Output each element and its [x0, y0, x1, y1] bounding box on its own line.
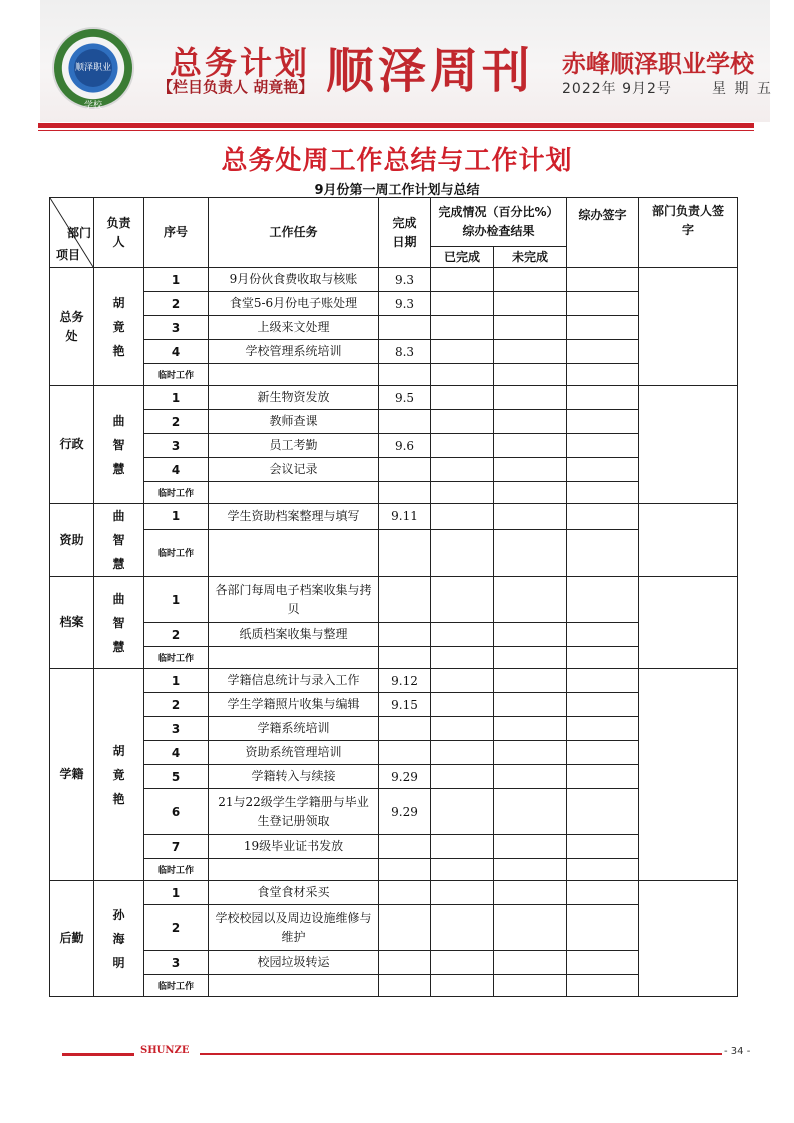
head-sign-cell — [639, 577, 738, 669]
column-editor: 【栏目负责人 胡竟艳】 — [158, 78, 314, 96]
task-cell: 资助系统管理培训 — [209, 741, 379, 765]
temp-date-cell — [379, 482, 431, 504]
table-row — [50, 881, 738, 905]
undone-cell — [494, 529, 567, 576]
task-cell: 校园垃圾转运 — [209, 951, 379, 975]
temp-date-cell — [379, 529, 431, 576]
seq-cell: 3 — [144, 316, 209, 340]
table-row — [50, 340, 738, 364]
table-row — [50, 951, 738, 975]
done-cell — [431, 316, 494, 340]
undone-cell — [494, 434, 567, 458]
office-sign-cell — [567, 316, 639, 340]
office-sign-cell — [567, 859, 639, 881]
done-cell — [431, 577, 494, 623]
temp-work-label: 临时工作 — [144, 647, 209, 669]
office-sign-cell — [567, 458, 639, 482]
task-cell: 食堂5-6月份电子账处理 — [209, 292, 379, 316]
seq-cell: 3 — [144, 951, 209, 975]
seq-cell: 1 — [144, 881, 209, 905]
person-name: 孙海明 — [112, 907, 125, 970]
dept-cell — [50, 881, 94, 997]
done-cell — [431, 458, 494, 482]
date-cell — [379, 577, 431, 623]
task-cell: 学籍信息统计与录入工作 — [209, 669, 379, 693]
temp-task-cell — [209, 529, 379, 576]
done-cell — [431, 434, 494, 458]
temp-task-cell — [209, 859, 379, 881]
school-logo-icon — [52, 27, 134, 109]
temp-work-label: 临时工作 — [144, 364, 209, 386]
temp-date-cell — [379, 975, 431, 997]
dept-label: 学籍 — [59, 767, 84, 781]
document-subtitle: 9月份第一周工作计划与总结 — [314, 183, 480, 198]
seq-cell: 4 — [144, 340, 209, 364]
seq-cell: 6 — [144, 789, 209, 835]
date-cell — [379, 951, 431, 975]
dept-cell — [50, 504, 94, 577]
done-cell — [431, 975, 494, 997]
seq-cell: 3 — [144, 434, 209, 458]
done-cell — [431, 765, 494, 789]
undone-cell — [494, 975, 567, 997]
undone-cell — [494, 669, 567, 693]
task-cell: 21与22级学生学籍册与毕业生登记册领取 — [209, 789, 379, 835]
done-cell — [431, 529, 494, 576]
undone-cell — [494, 482, 567, 504]
date-cell — [379, 741, 431, 765]
done-cell — [431, 669, 494, 693]
table-row — [50, 835, 738, 859]
person-header: 负责人 — [94, 198, 144, 268]
undone-cell — [494, 717, 567, 741]
seq-cell: 2 — [144, 292, 209, 316]
table-row — [50, 316, 738, 340]
table-row — [50, 292, 738, 316]
done-cell — [431, 386, 494, 410]
task-cell: 学籍转入与续接 — [209, 765, 379, 789]
temp-task-cell — [209, 364, 379, 386]
undone-cell — [494, 905, 567, 951]
task-cell: 纸质档案收集与整理 — [209, 623, 379, 647]
header-rule — [38, 123, 754, 128]
head-sign-cell — [639, 504, 738, 577]
undone-cell — [494, 458, 567, 482]
head-sign-cell — [639, 386, 738, 504]
undone-cell — [494, 835, 567, 859]
done-cell — [431, 268, 494, 292]
person-cell — [94, 577, 144, 669]
date-cell — [379, 316, 431, 340]
work-plan-table — [49, 197, 738, 997]
office-sign-cell — [567, 364, 639, 386]
office-sign-cell — [567, 951, 639, 975]
document-title: 总务处周工作总结与工作计划 — [221, 146, 573, 176]
office-sign-cell — [567, 577, 639, 623]
seq-header: 序号 — [144, 198, 209, 268]
seq-cell: 2 — [144, 410, 209, 434]
task-cell: 食堂食材采买 — [209, 881, 379, 905]
office-sign-header: 综办签字 — [567, 198, 639, 268]
person-name: 胡竟艳 — [112, 295, 125, 358]
office-sign-cell — [567, 482, 639, 504]
person-name: 曲智慧 — [112, 413, 125, 476]
temp-date-cell — [379, 364, 431, 386]
done-cell — [431, 859, 494, 881]
task-header: 工作任务 — [209, 198, 379, 268]
done-cell — [431, 410, 494, 434]
done-cell — [431, 693, 494, 717]
school-name: 赤峰顺泽职业学校 — [562, 50, 754, 78]
head-sign-cell — [639, 881, 738, 997]
undone-cell — [494, 789, 567, 835]
table-row — [50, 410, 738, 434]
done-cell — [431, 951, 494, 975]
dept-label: 总务处 — [59, 309, 84, 343]
header-rule-thin — [38, 130, 754, 131]
seq-cell: 1 — [144, 669, 209, 693]
footer-brand: SHUNZE — [140, 1045, 190, 1056]
dept-label: 资助 — [59, 532, 84, 547]
table-row — [50, 623, 738, 647]
temp-work-row — [50, 647, 738, 669]
undone-cell — [494, 268, 567, 292]
person-cell — [94, 386, 144, 504]
office-sign-cell — [567, 434, 639, 458]
undone-cell — [494, 316, 567, 340]
seq-cell: 5 — [144, 765, 209, 789]
table-row — [50, 458, 738, 482]
done-cell — [431, 504, 494, 530]
date-cell: 8.3 — [379, 340, 431, 364]
table-row — [50, 717, 738, 741]
head-sign-cell — [639, 268, 738, 386]
seq-cell: 2 — [144, 905, 209, 951]
dept-cell — [50, 386, 94, 504]
office-sign-cell — [567, 504, 639, 530]
task-cell: 学校校园以及周边设施维修与维护 — [209, 905, 379, 951]
person-name: 胡竟艳 — [112, 743, 125, 806]
undone-cell — [494, 386, 567, 410]
date-cell: 9.3 — [379, 292, 431, 316]
undone-header: 未完成 — [494, 247, 567, 268]
done-cell — [431, 623, 494, 647]
temp-work-row — [50, 364, 738, 386]
date-cell — [379, 881, 431, 905]
office-sign-cell — [567, 881, 639, 905]
temp-task-cell — [209, 482, 379, 504]
done-cell — [431, 647, 494, 669]
office-sign-cell — [567, 741, 639, 765]
office-sign-cell — [567, 647, 639, 669]
task-cell: 19级毕业证书发放 — [209, 835, 379, 859]
table-row — [50, 789, 738, 835]
dept-cell — [50, 577, 94, 669]
undone-cell — [494, 364, 567, 386]
done-cell — [431, 717, 494, 741]
date-cell: 9.29 — [379, 765, 431, 789]
temp-work-label: 临时工作 — [144, 859, 209, 881]
office-sign-cell — [567, 268, 639, 292]
dept-label: 行政 — [59, 437, 84, 451]
seq-cell: 2 — [144, 693, 209, 717]
office-sign-cell — [567, 789, 639, 835]
seq-cell: 3 — [144, 717, 209, 741]
undone-cell — [494, 623, 567, 647]
seq-cell: 2 — [144, 623, 209, 647]
undone-cell — [494, 410, 567, 434]
person-cell — [94, 504, 144, 577]
magazine-name: 顺泽周刊 — [326, 43, 535, 99]
seq-cell: 4 — [144, 458, 209, 482]
date-cell: 9.12 — [379, 669, 431, 693]
done-cell — [431, 789, 494, 835]
table-row — [50, 434, 738, 458]
done-cell — [431, 340, 494, 364]
temp-work-label: 临时工作 — [144, 975, 209, 997]
done-cell — [431, 881, 494, 905]
date-cell — [379, 905, 431, 951]
office-sign-cell — [567, 765, 639, 789]
office-sign-cell — [567, 623, 639, 647]
office-sign-cell — [567, 410, 639, 434]
dept-cell — [50, 268, 94, 386]
date-cell — [379, 410, 431, 434]
logo-text: 顺泽职业学校 — [74, 49, 112, 87]
done-cell — [431, 482, 494, 504]
temp-date-cell — [379, 859, 431, 881]
office-sign-cell — [567, 693, 639, 717]
date-cell — [379, 458, 431, 482]
status-header: 完成情况（百分比%）综办检查结果 — [431, 198, 567, 247]
office-sign-cell — [567, 529, 639, 576]
done-cell — [431, 364, 494, 386]
temp-work-row — [50, 859, 738, 881]
person-name: 曲智慧 — [112, 509, 125, 571]
office-sign-cell — [567, 905, 639, 951]
task-cell: 9月份伙食费收取与核账 — [209, 268, 379, 292]
task-cell: 学校管理系统培训 — [209, 340, 379, 364]
office-sign-cell — [567, 669, 639, 693]
issue-date: 2022年 9月2号 — [562, 81, 672, 97]
undone-cell — [494, 881, 567, 905]
person-cell — [94, 268, 144, 386]
done-cell — [431, 741, 494, 765]
date-cell — [379, 717, 431, 741]
table-row — [50, 741, 738, 765]
head-sign-cell — [639, 669, 738, 881]
undone-cell — [494, 693, 567, 717]
table-row — [50, 577, 738, 623]
seq-cell: 1 — [144, 577, 209, 623]
head-sign-header: 部门负责人签字 — [639, 198, 738, 268]
person-cell — [94, 881, 144, 997]
undone-cell — [494, 765, 567, 789]
temp-work-label: 临时工作 — [144, 529, 209, 576]
undone-cell — [494, 859, 567, 881]
footer-rule-left — [62, 1053, 134, 1056]
temp-date-cell — [379, 647, 431, 669]
seq-cell: 7 — [144, 835, 209, 859]
task-cell: 教师查课 — [209, 410, 379, 434]
temp-task-cell — [209, 647, 379, 669]
temp-work-row — [50, 529, 738, 576]
page-number: - 34 - — [724, 1046, 751, 1057]
corner-header-cell — [50, 198, 94, 268]
corner-dept-label: 部门 — [66, 226, 91, 240]
table-row — [50, 905, 738, 951]
date-cell: 9.3 — [379, 268, 431, 292]
task-cell: 学生资助档案整理与填写 — [209, 504, 379, 530]
office-sign-cell — [567, 835, 639, 859]
office-sign-cell — [567, 386, 639, 410]
task-cell: 各部门每周电子档案收集与拷贝 — [209, 577, 379, 623]
table-row — [50, 504, 738, 530]
temp-work-row — [50, 975, 738, 997]
date-header: 完成日期 — [379, 198, 431, 268]
column-title: 总务计划 — [170, 44, 311, 82]
undone-cell — [494, 504, 567, 530]
date-cell: 9.5 — [379, 386, 431, 410]
done-cell — [431, 292, 494, 316]
table-row — [50, 693, 738, 717]
table-row — [50, 669, 738, 693]
temp-task-cell — [209, 975, 379, 997]
task-cell: 会议记录 — [209, 458, 379, 482]
undone-cell — [494, 741, 567, 765]
temp-work-row — [50, 482, 738, 504]
task-cell: 学生学籍照片收集与编辑 — [209, 693, 379, 717]
dept-label: 档案 — [59, 615, 84, 629]
office-sign-cell — [567, 717, 639, 741]
dept-cell — [50, 669, 94, 881]
undone-cell — [494, 647, 567, 669]
table-row — [50, 386, 738, 410]
office-sign-cell — [567, 292, 639, 316]
date-cell — [379, 835, 431, 859]
done-cell — [431, 905, 494, 951]
task-cell: 员工考勤 — [209, 434, 379, 458]
done-header: 已完成 — [431, 247, 494, 268]
date-cell: 9.15 — [379, 693, 431, 717]
seq-cell: 1 — [144, 386, 209, 410]
seq-cell: 1 — [144, 504, 209, 530]
office-sign-cell — [567, 340, 639, 364]
date-cell: 9.11 — [379, 504, 431, 530]
date-cell: 9.6 — [379, 434, 431, 458]
seq-cell: 1 — [144, 268, 209, 292]
office-sign-cell — [567, 975, 639, 997]
undone-cell — [494, 292, 567, 316]
undone-cell — [494, 340, 567, 364]
date-cell: 9.29 — [379, 789, 431, 835]
table-row — [50, 268, 738, 292]
temp-work-label: 临时工作 — [144, 482, 209, 504]
undone-cell — [494, 951, 567, 975]
table-row — [50, 765, 738, 789]
person-name: 曲智慧 — [112, 591, 125, 654]
issue-weekday: 星 期 五 — [712, 81, 773, 97]
person-cell — [94, 669, 144, 881]
done-cell — [431, 835, 494, 859]
date-cell — [379, 623, 431, 647]
task-cell: 学籍系统培训 — [209, 717, 379, 741]
seq-cell: 4 — [144, 741, 209, 765]
footer-rule-right — [200, 1053, 722, 1055]
undone-cell — [494, 577, 567, 623]
corner-item-label: 项目 — [56, 248, 81, 262]
task-cell: 上级来文处理 — [209, 316, 379, 340]
task-cell: 新生物资发放 — [209, 386, 379, 410]
dept-label: 后勤 — [59, 931, 84, 945]
